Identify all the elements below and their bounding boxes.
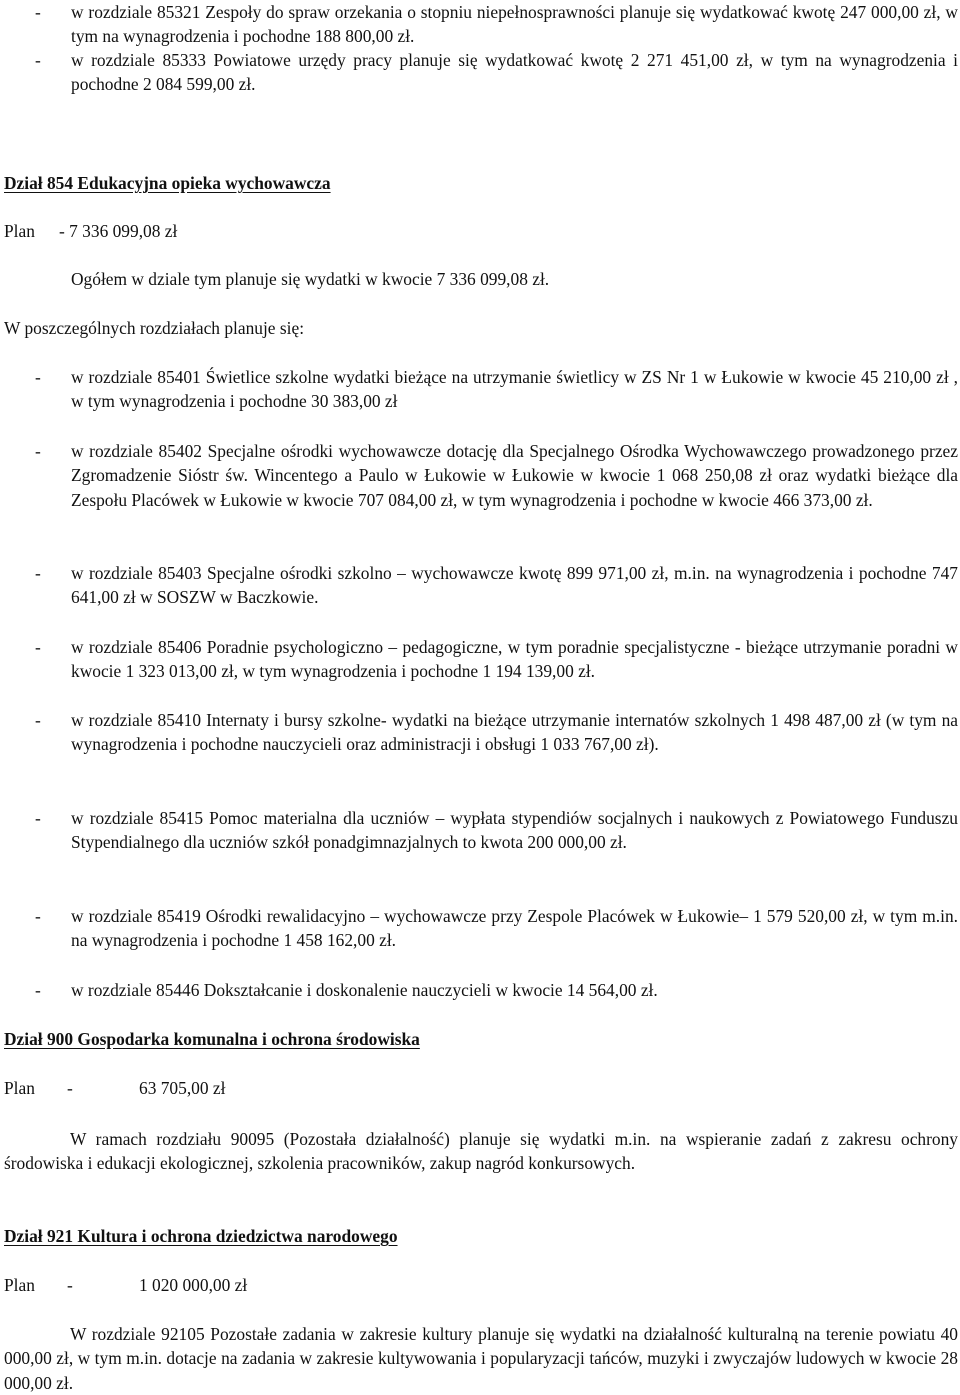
section-heading-854: Dział 854 Edukacyjna opieka wychowawcza: [4, 173, 331, 193]
paragraph-text: W ramach rozdziału 90095 (Pozostała działalność) planuje się wydatki m.in. na wspieranie zadań z zakresu ochrony środowiska i edukacji ekologicznej, szkolenia pracowników, zakup nagród konkursowych.: [4, 1129, 958, 1174]
list-item-85415: [35, 806, 958, 855]
paragraph-text: W rozdziale 92105 Pozostałe zadania w zakresie kultury planuje się wydatki na działalność kulturalną na terenie powiatu 40 000,00 zł, w tym m.in. dotacje na zadania w zakresie kultywowania i popularyzacji tańców, muzyki i zwyczajów ludowych w kwocie 28 000,00 zł.: [4, 1324, 958, 1393]
section-heading-900: Dział 900 Gospodarka komunalna i ochrona środowiska: [4, 1029, 420, 1049]
section-heading-921: Dział 921 Kultura i ochrona dziedzictwa narodowego: [4, 1226, 398, 1246]
list-dash: -: [35, 563, 41, 583]
section-intro-854: W poszczególnych rozdziałach planuje się:: [4, 318, 305, 338]
list-item-text: w rozdziale 85333 Powiatowe urzędy pracy planuje się wydatkować kwotę 2 271 451,00 zł, w tym na wynagrodzenia i pochodne 2 084 599,00 zł.: [71, 50, 958, 95]
plan-label: Plan: [4, 1078, 35, 1098]
list-item-85321: [35, 0, 958, 49]
section-total-854: Ogółem w dziale tym planuje się wydatki w kwocie 7 336 099,08 zł.: [71, 269, 550, 289]
list-item-85402: [35, 439, 958, 512]
list-item-85410: [35, 708, 958, 757]
list-dash: -: [35, 906, 41, 926]
list-item-text: w rozdziale 85403 Specjalne ośrodki szkolno – wychowawcze kwotę 899 971,00 zł, m.in. na wynagrodzenia i pochodne 747 641,00 zł w SOSZW w Baczkowie.: [71, 563, 958, 608]
plan-value: 1 020 000,00 zł: [139, 1275, 248, 1295]
list-item-text: w rozdziale 85321 Zespoły do spraw orzekania o stopniu niepełnosprawności planuje się wydatkować kwotę 247 000,00 zł, w tym na wynagrodzenia i pochodne 188 800,00 zł.: [71, 2, 958, 47]
plan-dash: -: [67, 1078, 73, 1098]
list-item-85406: [35, 635, 958, 684]
section-paragraph-900: [4, 1127, 958, 1176]
list-item-text: w rozdziale 85401 Świetlice szkolne wydatki bieżące na utrzymanie świetlicy w ZS Nr 1 w Łukowie w kwocie 45 210,00 zł , w tym wynagrodzenia i pochodne 30 383,00 zł: [71, 367, 958, 412]
plan-label: Plan: [4, 1275, 35, 1295]
list-item-85401: [35, 365, 958, 414]
plan-value: - 7 336 099,08 zł: [59, 221, 178, 241]
list-dash: -: [35, 808, 41, 828]
list-dash: -: [35, 367, 41, 387]
list-item-text: w rozdziale 85410 Internaty i bursy szkolne- wydatki na bieżące utrzymanie internatów szkolnych 1 498 487,00 zł (w tym na wynagrodzenia i pochodne nauczycieli oraz administracji i obsługi 1 033 767,00 zł).: [71, 710, 958, 755]
plan-label: Plan: [4, 221, 35, 241]
list-dash: -: [35, 980, 41, 1000]
list-dash: -: [35, 2, 41, 22]
section-paragraph-921: [4, 1322, 958, 1395]
list-dash: -: [35, 50, 41, 70]
list-item-text: w rozdziale 85415 Pomoc materialna dla uczniów – wypłata stypendiów socjalnych i naukowych z Powiatowego Funduszu Stypendialnego dla uczniów szkół ponadgimnazjalnych to kwota 200 000,00 zł.: [71, 808, 958, 853]
list-dash: -: [35, 441, 41, 461]
list-item-text: w rozdziale 85446 Dokształcanie i doskonalenie nauczycieli w kwocie 14 564,00 zł.: [71, 980, 658, 1000]
list-item-85333: [35, 48, 958, 97]
list-item-text: w rozdziale 85406 Poradnie psychologiczno – pedagogiczne, w tym poradnie specjalistyczne - bieżące utrzymanie poradni w kwocie 1 323 013,00 zł, w tym wynagrodzenia i pochodne 1 194 139,00 zł.: [71, 637, 958, 682]
list-item-85419: [35, 904, 958, 953]
list-dash: -: [35, 710, 41, 730]
list-item-text: w rozdziale 85419 Ośrodki rewalidacyjno – wychowawcze przy Zespole Placówek w Łukowie– 1 579 520,00 zł, w tym m.in. na wynagrodzenia i pochodne 1 458 162,00 zł.: [71, 906, 958, 951]
plan-value: 63 705,00 zł: [139, 1078, 226, 1098]
list-item-text: w rozdziale 85402 Specjalne ośrodki wychowawcze dotację dla Specjalnego Ośrodka Wychowawczego prowadzonego przez Zgromadzenie Sióstr św. Wincentego a Paulo w Łukowie w Łukowie w kwocie 1 068 250,08 zł oraz wydatki bieżące dla Zespołu Placówek w Łukowie w kwocie 707 084,00 zł, w tym wynagrodzenia i pochodne w kwocie 466 373,00 zł.: [71, 441, 958, 510]
list-item-85403: [35, 561, 958, 610]
list-item-85446: [35, 978, 958, 1002]
plan-dash: -: [67, 1275, 73, 1295]
list-dash: -: [35, 637, 41, 657]
